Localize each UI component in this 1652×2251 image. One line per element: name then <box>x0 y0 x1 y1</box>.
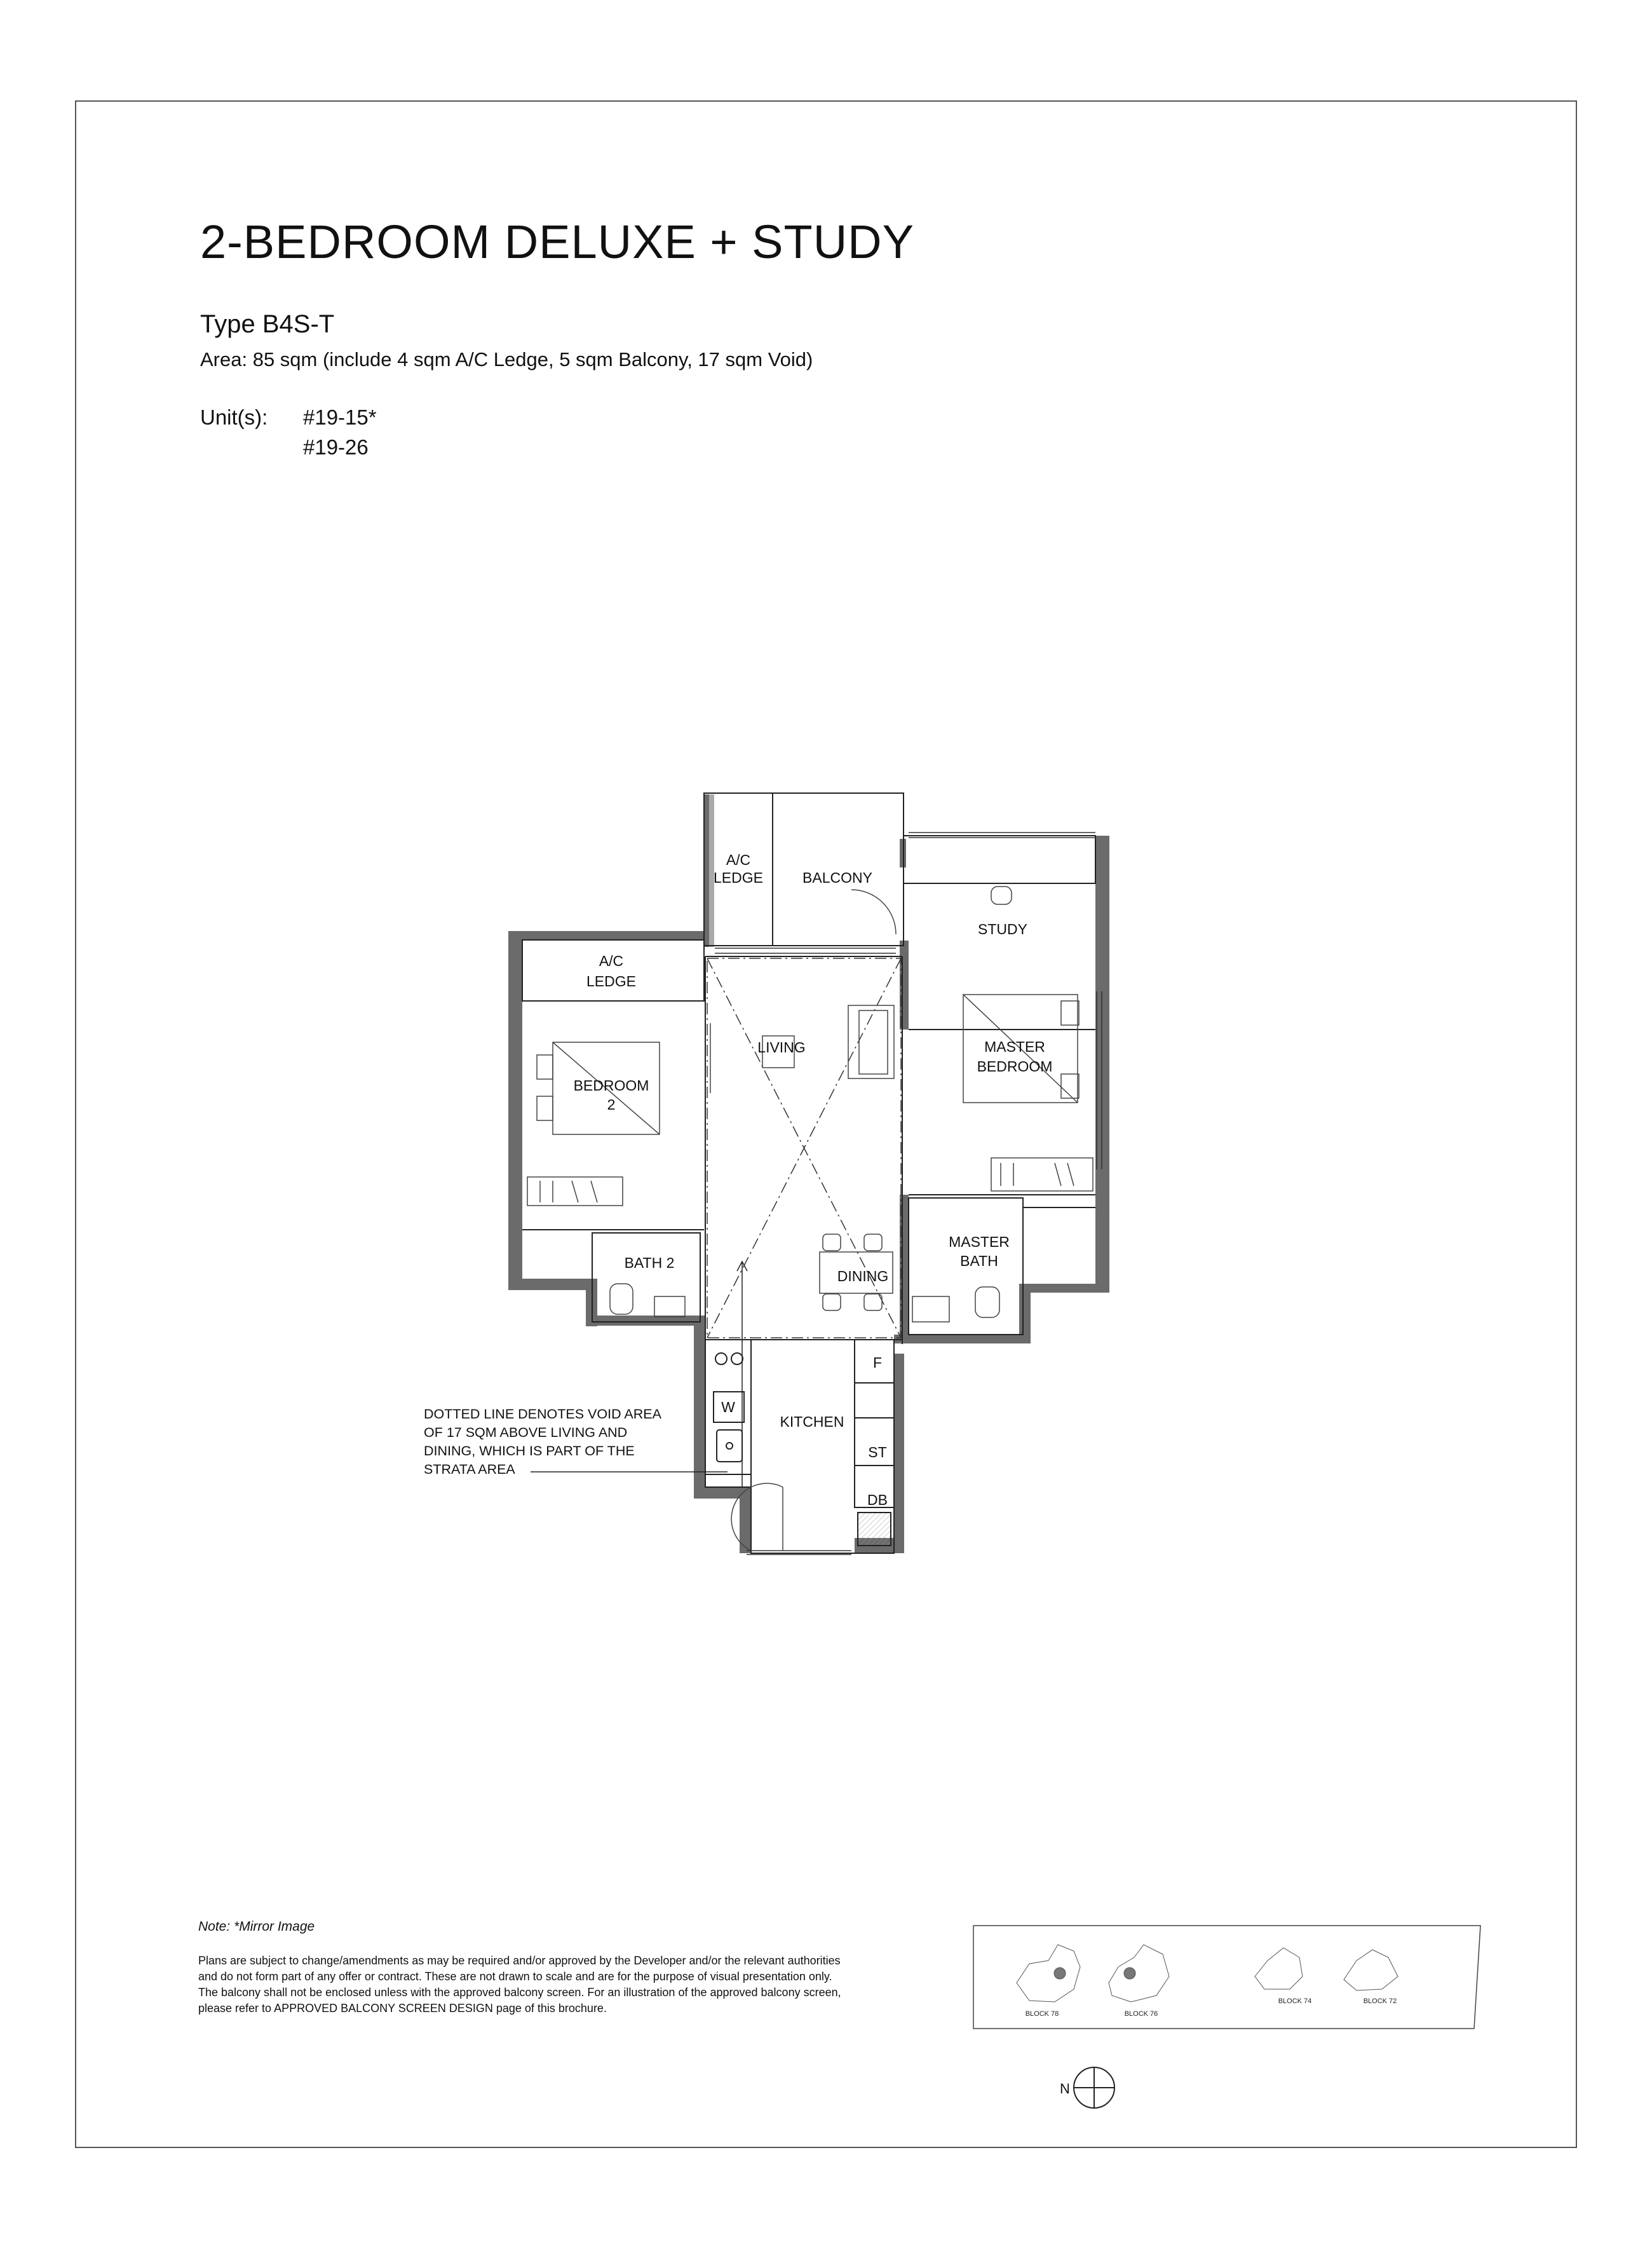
void-note <box>424 1406 728 1477</box>
kitchen-label: KITCHEN <box>780 1413 844 1430</box>
key-block-label: BLOCK 76 <box>1124 2010 1158 2018</box>
disclaimer-line: The balcony shall not be enclosed unless with the approved balcony screen. For an illustration of the approved balcony screen, <box>198 1986 841 1999</box>
master-bedroom-label-2: BEDROOM <box>977 1058 1053 1075</box>
mirror-note: Note: *Mirror Image <box>198 1919 315 1934</box>
key-block-label: BLOCK 74 <box>1278 1997 1312 2005</box>
db-label: DB <box>867 1492 888 1508</box>
void-note-line: OF 17 SQM ABOVE LIVING AND <box>424 1425 628 1440</box>
bath-2-label: BATH 2 <box>624 1255 675 1271</box>
bedroom-2-label-1: BEDROOM <box>573 1077 649 1094</box>
block-72-shape <box>1344 1950 1398 1990</box>
key-plan <box>973 1926 1480 2029</box>
entry-arrow <box>737 1262 747 1487</box>
master-bedroom-label-1: MASTER <box>984 1038 1045 1055</box>
bedroom-2-label-2: 2 <box>607 1096 616 1113</box>
north-label: N <box>1060 2081 1070 2097</box>
disclaimer-line: please refer to APPROVED BALCONY SCREEN DESIGN page of this brochure. <box>198 2002 607 2015</box>
master-bath-label-1: MASTER <box>949 1234 1010 1250</box>
study-label: STUDY <box>978 921 1027 937</box>
void-note-line: DOTTED LINE DENOTES VOID AREA <box>424 1406 661 1422</box>
dining-label: DINING <box>837 1268 889 1284</box>
washer-label: W <box>721 1399 735 1415</box>
unit-number: #19-15* <box>303 405 377 429</box>
void-note-line: DINING, WHICH IS PART OF THE <box>424 1443 635 1459</box>
block-74-shape <box>1255 1948 1303 1989</box>
void-note-line: STRATA AREA <box>424 1462 515 1477</box>
ac-ledge-left-label-2: LEDGE <box>586 973 636 989</box>
block-76-shape <box>1109 1945 1169 2002</box>
block-78-shape <box>1017 1945 1080 2002</box>
unit-number: #19-26 <box>303 435 369 459</box>
disclaimer-line: and do not form part of any offer or contract. These are not drawn to scale and are for the purpose of visual presentation only. <box>198 1970 832 1983</box>
fridge-label: F <box>872 1354 883 1371</box>
ac-ledge-top-label-1: A/C <box>726 852 751 868</box>
key-block-label: BLOCK 72 <box>1363 1997 1397 2005</box>
page-title: 2-BEDROOM DELUXE + STUDY <box>200 215 914 268</box>
key-block-label: BLOCK 78 <box>1025 2010 1059 2018</box>
balcony-label: BALCONY <box>802 869 872 886</box>
store-label: ST <box>868 1444 887 1460</box>
ac-ledge-left-label-1: A/C <box>599 953 624 969</box>
living-label: LIVING <box>757 1039 806 1056</box>
units-label: Unit(s): <box>200 405 268 429</box>
disclaimer-line: Plans are subject to change/amendments as may be required and/or approved by the Developer and/or the relevant authorities <box>198 1954 841 1967</box>
unit-type: Type B4S-T <box>200 310 335 338</box>
master-bath-label-2: BATH <box>960 1253 998 1269</box>
unit-area: Area: 85 sqm (include 4 sqm A/C Ledge, 5 sqm Balcony, 17 sqm Void) <box>200 348 813 371</box>
north-arrow <box>1060 2067 1114 2108</box>
ac-ledge-top-label-2: LEDGE <box>714 869 763 886</box>
